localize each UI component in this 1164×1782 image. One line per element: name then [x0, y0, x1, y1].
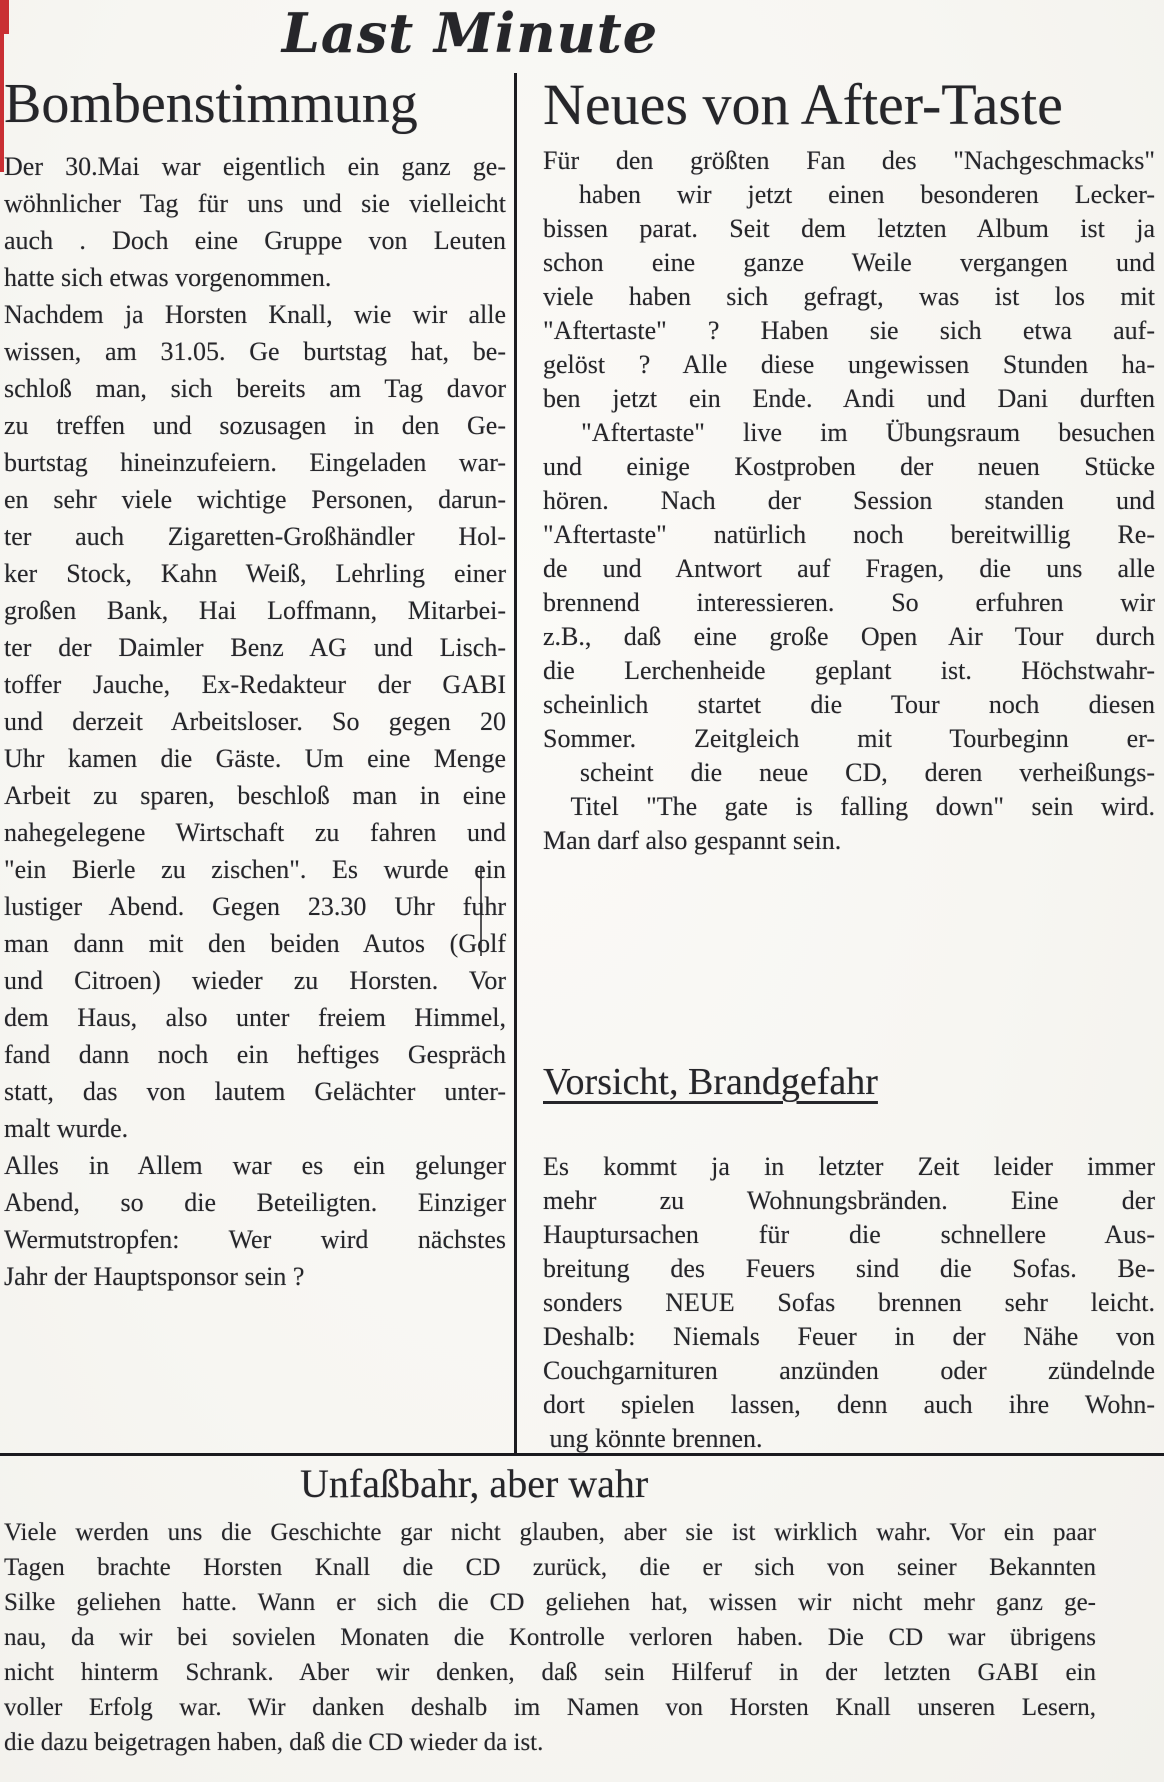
text-line: und derzeit Arbeitsloser. So gegen 20 [4, 707, 506, 737]
text-line: Abend, so die Beteiligten. Einziger [4, 1188, 506, 1218]
paragraph [4, 1515, 1096, 1760]
article-body [543, 144, 1155, 858]
text-line: "Aftertaste" live im Übungsraum besuchen [543, 418, 1155, 448]
text-line: ben jetzt ein Ende. Andi und Dani durften [543, 384, 1155, 414]
text-line: scheinlich startet die Tour noch diesen [543, 690, 1155, 720]
text-line: Wermutstropfen: Wer wird nächstes [4, 1225, 506, 1255]
text-line: ker Stock, Kahn Weiß, Lehrling einer [4, 559, 506, 589]
headline-after-taste: Neues von After-Taste [543, 72, 1063, 138]
text-line: auch . Doch eine Gruppe von Leuten [4, 226, 506, 256]
text-line: großen Bank, Hai Loffmann, Mitarbei- [4, 596, 506, 626]
text-line: schon eine ganze Weile vergangen und [543, 248, 1155, 278]
paragraph [4, 296, 506, 1147]
text-line: nicht hinterm Schrank. Aber wir denken, daß sein Hilferuf in der letzten GABI ein [4, 1659, 1096, 1687]
text-line: die Lerchenheide geplant ist. Höchstwahr- [543, 656, 1155, 686]
text-line: zu treffen und sozusagen in den Ge- [4, 411, 506, 441]
text-line: wöhnlicher Tag für uns und sie vielleicht [4, 189, 506, 219]
text-line: Sommer. Zeitgleich mit Tourbeginn er- [543, 724, 1155, 754]
text-line: breitung des Feuers sind die Sofas. Be- [543, 1254, 1155, 1284]
text-line: malt wurde. [4, 1114, 129, 1144]
text-line: Arbeit zu sparen, beschloß man in eine [4, 781, 506, 811]
text-line: z.B., daß eine große Open Air Tour durch [543, 622, 1155, 652]
text-line: Uhr kamen die Gäste. Um eine Menge [4, 744, 506, 774]
text-line: "Aftertaste" ? Haben sie sich etwa auf- [543, 316, 1155, 346]
article-after-taste [543, 63, 1155, 1456]
text-line: ter auch Zigaretten-Großhändler Hol- [4, 522, 506, 552]
text-line: und einige Kostproben der neuen Stücke [543, 452, 1155, 482]
text-line: Silke geliehen hatte. Wann er sich die CD geliehen hat, wissen wir nicht mehr ganz ge- [4, 1589, 1096, 1617]
article-body [4, 1515, 1096, 1760]
text-line: dort spielen lassen, denn auch ihre Wohn- [543, 1390, 1155, 1420]
section-brandgefahr-body [543, 1150, 1155, 1456]
text-line: Der 30.Mai war eigentlich ein ganz ge- [4, 152, 506, 182]
text-line: ter der Daimler Benz AG und Lisch- [4, 633, 506, 663]
headline-bombenstimmung: Bombenstimmung [4, 73, 418, 136]
text-line: Jahr der Hauptsponsor sein ? [4, 1262, 305, 1292]
text-line: statt, das von lautem Gelächter unter- [4, 1077, 506, 1107]
text-line: Titel "The gate is falling down" sein wird. [543, 792, 1155, 822]
text-line: wissen, am 31.05. Ge burtstag hat, be- [4, 337, 506, 367]
text-line: gelöst ? Alle diese ungewissen Stunden ha- [543, 350, 1155, 380]
text-line: die dazu beigetragen haben, daß die CD wieder da ist. [4, 1729, 544, 1757]
text-line: und Citroen) wieder zu Horsten. Vor [4, 966, 506, 996]
text-line: mehr zu Wohnungsbränden. Eine der [543, 1186, 1155, 1216]
text-line: viele haben sich gefragt, was ist los mit [543, 282, 1155, 312]
text-line: hören. Nach der Session standen und [543, 486, 1155, 516]
text-line: Viele werden uns die Geschichte gar nicht glauben, aber sie ist wirklich wahr. Vor ein paar [4, 1519, 1096, 1547]
text-line: sonders NEUE Sofas brennen sehr leicht. [543, 1288, 1155, 1318]
text-line: lustiger Abend. Gegen 23.30 Uhr fuhr [4, 892, 506, 922]
masthead-title: Last Minute [281, 1, 659, 65]
text-line: brennend interessieren. So erfuhren wir [543, 588, 1155, 618]
text-line: burtstag hineinzufeiern. Eingeladen war- [4, 448, 506, 478]
article-unfassbar [0, 1460, 1164, 1760]
text-line: Couchgarnituren anzünden oder zündelnde [543, 1356, 1155, 1386]
text-line: Es kommt ja in letzter Zeit leider immer [543, 1152, 1155, 1182]
paragraph [4, 148, 506, 296]
article-columns [0, 63, 1164, 1453]
column-divider [514, 73, 517, 1453]
text-line: Für den größten Fan des "Nachgeschmacks" [543, 146, 1155, 176]
text-line: dem Haus, also unter freiem Himmel, [4, 1003, 506, 1033]
text-line: Man darf also gespannt sein. [543, 826, 842, 856]
text-line: scheint die neue CD, deren verheißungs- [543, 758, 1155, 788]
text-line: man dann mit den beiden Autos (Golf [4, 929, 506, 959]
article-body [4, 148, 506, 1295]
text-line: Tagen brachte Horsten Knall die CD zurück, die er sich von seiner Bekannten [4, 1554, 1096, 1582]
text-line: Alles in Allem war es ein gelunger [4, 1151, 506, 1181]
text-line: haben wir jetzt einen besonderen Lecker- [543, 180, 1155, 210]
paragraph [4, 1147, 506, 1295]
text-line: schloß man, sich bereits am Tag davor [4, 374, 506, 404]
text-line: bissen parat. Seit dem letzten Album ist ja [543, 214, 1155, 244]
scan-artifact-red-mark [0, 0, 9, 34]
text-line: hatte sich etwas vorgenommen. [4, 263, 332, 293]
text-line: nahegelegene Wirtschaft zu fahren und [4, 818, 506, 848]
paragraph [543, 144, 1155, 858]
paragraph [543, 1150, 1155, 1456]
text-line: toffer Jauche, Ex-Redakteur der GABI [4, 670, 506, 700]
article-bombenstimmung [4, 63, 506, 1295]
section-divider-rule [0, 1453, 1164, 1456]
text-line: Deshalb: Niemals Feuer in der Nähe von [543, 1322, 1155, 1352]
text-line: Nachdem ja Horsten Knall, wie wir alle [4, 300, 506, 330]
text-line: voller Erfolg war. Wir danken deshalb im Namen von Horsten Knall unseren Lesern, [4, 1694, 1096, 1722]
text-line: Hauptursachen für die schnellere Aus- [543, 1220, 1155, 1250]
headline-unfassbar: Unfaßbahr, aber wahr [300, 1461, 649, 1507]
text-line: de und Antwort auf Fragen, die uns alle [543, 554, 1155, 584]
headline-brandgefahr: Vorsicht, Brandgefahr [543, 1061, 878, 1104]
text-line: fand dann noch ein heftiges Gespräch [4, 1040, 506, 1070]
text-line: ung könnte brennen. [543, 1424, 763, 1454]
text-line: "Aftertaste" natürlich noch bereitwillig Re- [543, 520, 1155, 550]
text-line: en sehr viele wichtige Personen, darun- [4, 485, 506, 515]
text-line: "ein Bierle zu zischen". Es wurde ein [4, 855, 506, 885]
text-line: nau, da wir bei sovielen Monaten die Kontrolle verloren haben. Die CD war übrigens [4, 1624, 1096, 1652]
